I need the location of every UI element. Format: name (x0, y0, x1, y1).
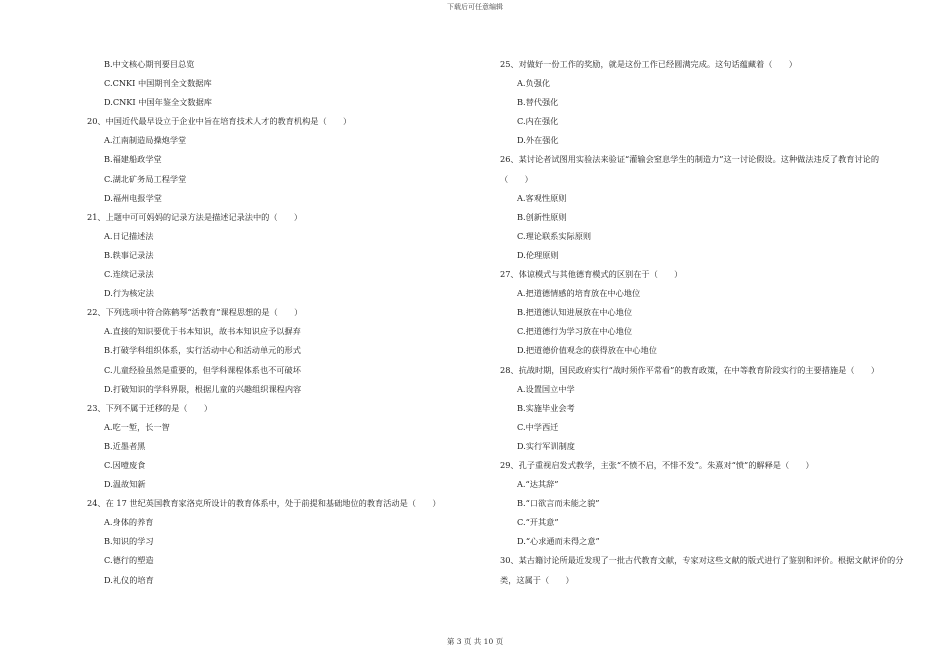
answer-option: B.中文核心期刊要目总览 (104, 59, 195, 69)
answer-option: B.近墨者黑 (104, 440, 146, 451)
answer-option: A.身体的养育 (104, 517, 154, 528)
question-stem: 22、下列选项中符合陈鹤琴“活教育”课程思想的是（ ） (87, 307, 303, 318)
answer-option: C.“开其意” (517, 517, 559, 528)
answer-option: A.吃一堑，长一智 (104, 421, 170, 432)
question-stem: 21、上题中可可妈妈的记录方法是描述记录法中的（ ） (87, 211, 303, 222)
page-footer: 第 3 页 共 10 页 (446, 637, 504, 646)
question-stem: 28、抗战时期，国民政府实行“战时须作平常看”的教育政策，在中等教育阶段实行的主要措施是（ ） (500, 364, 880, 375)
answer-option: D.福州电报学堂 (104, 192, 162, 203)
answer-option: D.温故知新 (104, 479, 146, 490)
answer-option: C.理论联系实际原则 (517, 230, 592, 241)
answer-option: A.把道德情感的培育放在中心地位 (517, 288, 641, 299)
answer-option: C.因噎废食 (104, 459, 146, 470)
question-stem: 25、对做好一份工作的奖励，就是这份工作已经圆满完成。这句话蕴藏着（ ） (500, 59, 797, 69)
answer-option: A.江南制造局操炮学堂 (104, 135, 187, 146)
answer-option: D.礼仪的培育 (104, 574, 154, 585)
answer-option: B.知识的学习 (104, 536, 154, 547)
right-column (500, 55, 905, 590)
answer-option: B.替代强化 (517, 97, 559, 108)
question-stem: 23、下列不属于迁移的是（ ） (87, 402, 213, 413)
answer-option: C.德行的塑造 (104, 555, 154, 566)
answer-option: C.把道德行为学习放在中心地位 (517, 326, 633, 337)
question-stem: 30、某古籍讨论所最近发现了一批古代教育文献，专家对这些文献的版式进行了鉴别和评价。根据文献评价的分类，这属于（ ） (500, 555, 904, 585)
answer-option: D.实行军训制度 (517, 440, 575, 451)
question-stem: 29、孔子重视启发式教学，主张“不愤不启，不悱不发”。朱熹对“愤”的解释是（ ） (500, 459, 814, 470)
answer-option: C.儿童经验虽然是重要的，但学科课程体系也不可破坏 (104, 364, 301, 375)
answer-option: B.打破学科组织体系，实行活动中心和活动单元的形式 (104, 345, 301, 356)
answer-option: C.连续记录法 (104, 269, 154, 280)
answer-option: C.内在强化 (517, 116, 559, 127)
answer-option: A.设置国立中学 (517, 383, 575, 394)
question-stem: 26、某讨论者试图用实验法来验证“灌输会窒息学生的制造力”这一讨论假设。这种做法违反了教育讨论的（ ） (500, 154, 880, 184)
answer-option: B.轶事记录法 (104, 249, 154, 260)
answer-option: A.负强化 (517, 78, 551, 89)
answer-option: C.中学西迁 (517, 421, 559, 432)
left-column (87, 55, 482, 590)
answer-option: B.福建船政学堂 (104, 154, 162, 165)
answer-option: D.行为核定法 (104, 288, 154, 299)
question-stem: 20、中国近代最早设立于企业中旨在培育技术人才的教育机构是（ ） (87, 116, 352, 127)
question-stem: 27、体谅模式与其他德育模式的区别在于（ ） (500, 269, 683, 280)
answer-option: D.伦理原则 (517, 249, 559, 260)
question-stem: 24、在 17 世纪英国教育家洛克所设计的教育体系中，处于前提和基础地位的教育活动是（ ） (87, 498, 441, 509)
answer-option: B.创新性原则 (517, 211, 567, 222)
answer-option: B.“口欲言而未能之貌” (517, 498, 600, 509)
answer-option: B.把道德认知进展放在中心地位 (517, 307, 633, 318)
answer-option: D.CNKI 中国年鉴全文数据库 (104, 97, 212, 108)
answer-option: B.实施毕业会考 (517, 402, 575, 413)
answer-option: A.“达其辞” (517, 479, 559, 490)
answer-option: A.客观性原则 (517, 192, 567, 203)
answer-option: D.打破知识的学科界限，根据儿童的兴趣组织课程内容 (104, 383, 302, 394)
answer-option: D.把道德价值观念的获得放在中心地位 (517, 345, 657, 356)
answer-option: C.CNKI 中国期刊全文数据库 (104, 78, 212, 89)
answer-option: D.外在强化 (517, 135, 559, 146)
answer-option: D.“心求通而未得之意” (517, 536, 600, 547)
answer-option: A.直接的知识要优于书本知识，故书本知识应予以摒弃 (104, 326, 301, 337)
page-header: 下载后可任意编辑 (447, 3, 503, 11)
answer-option: C.湖北矿务局工程学堂 (104, 173, 187, 184)
answer-option: A.日记描述法 (104, 230, 154, 241)
